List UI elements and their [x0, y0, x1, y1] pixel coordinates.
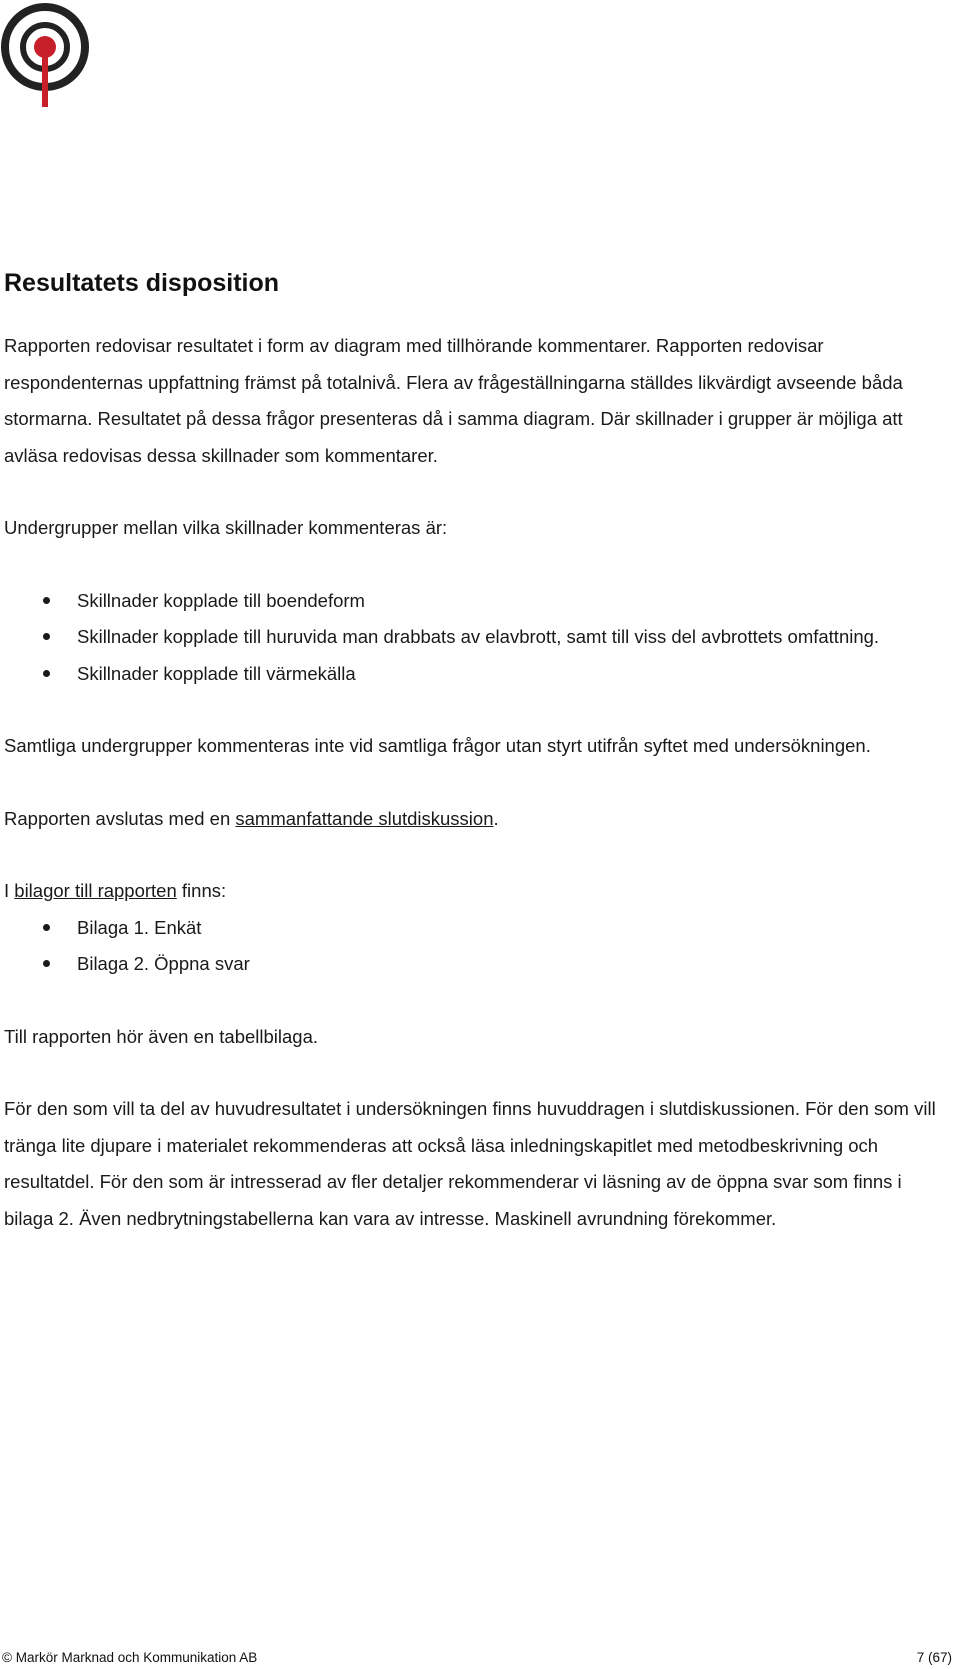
footer-copyright: © Markör Marknad och Kommunikation AB [2, 1650, 258, 1665]
list-item-text: Skillnader kopplade till boendeform [77, 589, 365, 611]
section-heading: Resultatets disposition [4, 269, 280, 297]
target-logo-icon [0, 2, 96, 114]
conclusion-link[interactable]: sammanfattande slutdiskussion [235, 807, 494, 829]
list-item [4, 656, 949, 693]
list-item-text: Bilaga 1. Enkät [77, 916, 202, 938]
page-footer [2, 1650, 952, 1666]
conclusion-text-before: Rapporten avslutas med en [4, 807, 236, 829]
paragraph-tabell: Till rapporten hör även en tabellbilaga. [4, 1025, 319, 1047]
document-body [4, 262, 949, 1273]
list-item-text: Skillnader kopplade till huruvida man drabbats av elavbrott, samt till viss del avbrottets omfattning. [77, 626, 880, 647]
attachments-link[interactable]: bilagor till rapporten [14, 880, 177, 901]
paragraph-disposition: Rapporten redovisar resultatet i form av diagram med tillhörande kommentarer. Rapporten redovisar respondenternas uppfattning främst på totalnivå. Flera av frågeställningarna ställdes likvärdigt avseende båda stormarna. Resultatet på dessa frågor presenteras då i samma diagram. Där skillnader i grupper är möjliga att avläsa redovisas dessa skillnader som kommentarer. [4, 335, 903, 466]
list-item [4, 946, 949, 983]
subgroups-list [4, 583, 949, 693]
bullet-dot-icon [43, 960, 50, 967]
paragraph-conclusion [4, 801, 949, 838]
bullet-dot-icon [43, 670, 50, 677]
paragraph-samtliga: Samtliga undergrupper kommenteras inte vid samtliga frågor utan styrt utifrån syftet med undersökningen. [4, 735, 871, 756]
paragraph-attachments [4, 873, 949, 910]
list-item-text: Skillnader kopplade till värmekälla [77, 662, 356, 684]
page-number: 7 (67) [916, 1650, 952, 1665]
bullet-dot-icon [43, 633, 50, 640]
bullet-dot-icon [43, 597, 50, 604]
conclusion-text-after: . [493, 807, 499, 829]
attachments-text-before: I [4, 880, 15, 901]
paragraph-final: För den som vill ta del av huvudresultatet i undersökningen finns huvuddragen i slutdiskussionen. För den som vill tränga lite djupare i materialet rekommenderas att också läsa inledningskapitlet med metodbeskrivning och resultatdel. För den som är intresserad av fler detaljer rekommenderar vi läsning av de öppna svar som finns i bilaga 2. Även nedbrytningstabellerna kan vara av intresse. Maskinell avrundning förekommer. [4, 1098, 936, 1229]
list-item [4, 583, 949, 620]
bullet-dot-icon [43, 924, 50, 931]
list-item [4, 619, 949, 656]
attachments-list [4, 910, 949, 983]
attachments-text-after: finns: [176, 880, 227, 901]
list-item [4, 910, 949, 947]
list-item-text: Bilaga 2. Öppna svar [77, 953, 250, 974]
subgroups-lead: Undergrupper mellan vilka skillnader kommenteras är: [4, 517, 448, 538]
